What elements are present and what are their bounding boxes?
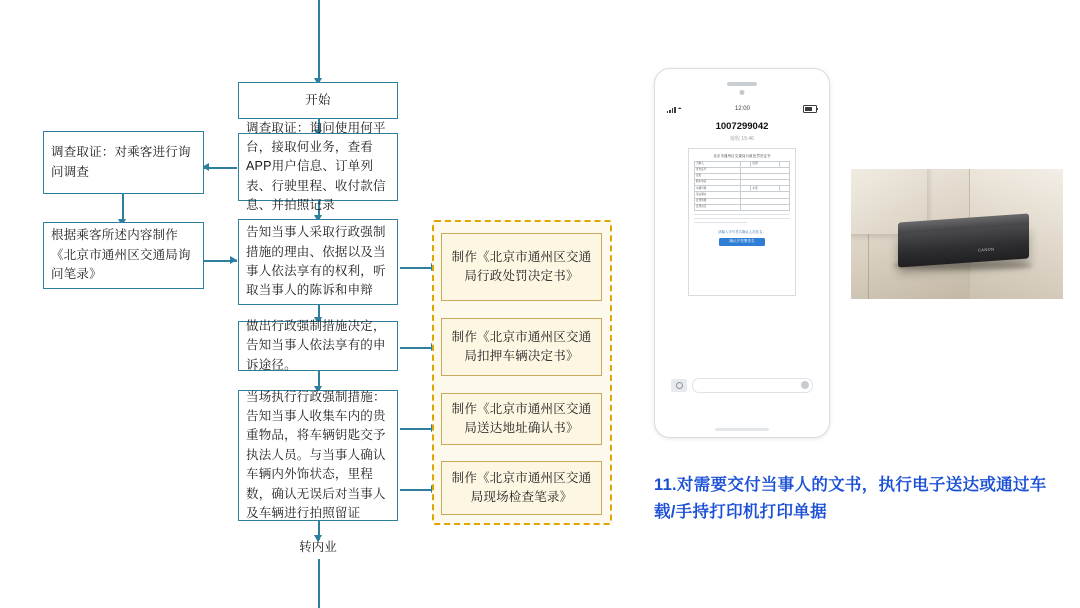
phone-mockup bbox=[654, 68, 830, 438]
cell: 违法事实 bbox=[695, 192, 741, 198]
doc-delivery-address[interactable] bbox=[441, 393, 602, 445]
doc-delivery-address-label: 制作《北京市通州区交通局送达地址确认书》 bbox=[451, 401, 592, 435]
printer-brand-label: CANON bbox=[978, 246, 995, 253]
node-inform-rights-label: 告知当事人采取行政强制措施的理由、依据以及当事人依法享有的权利，听取当事人的陈诉和申辩 bbox=[246, 225, 386, 298]
doc-onsite-inspection-label: 制作《北京市通州区交通局现场检查笔录》 bbox=[451, 470, 592, 504]
caption-text: 11.对需要交付当事人的文书，执行电子送达或通过车载/手持打印机打印单据 bbox=[654, 476, 1047, 522]
cell bbox=[741, 204, 790, 210]
doc-onsite-inspection[interactable] bbox=[441, 461, 602, 515]
node-start-label: 开始 bbox=[305, 92, 331, 107]
doc-vehicle-seizure-label: 制作《北京市通州区交通局扣押车辆决定书》 bbox=[451, 329, 592, 363]
node-passenger-record[interactable] bbox=[43, 222, 204, 289]
node-investigate-main-label: 调查取证：询问使用何平台，接取何业务，查看APP用户信息、订单列表、行驶里程、收付款信息、并拍照记录 bbox=[246, 120, 386, 213]
wifi-icon: ◓ bbox=[677, 105, 682, 113]
node-passenger-record-label: 根据乘客所述内容制作《北京市通州区交通局询问笔录》 bbox=[51, 228, 191, 282]
node-onsite-execution[interactable] bbox=[238, 390, 398, 521]
confirm-signature-button[interactable]: 确认并签署签名 bbox=[719, 238, 765, 246]
message-input[interactable] bbox=[692, 378, 813, 393]
node-transfer-internal-label: 转内业 bbox=[299, 540, 337, 554]
node-investigate-passenger-label: 调查取证：对乘客进行询问调查 bbox=[51, 145, 191, 179]
phone-status-bar bbox=[663, 103, 821, 115]
signal-bars-icon bbox=[667, 107, 676, 113]
phone-input-row bbox=[671, 377, 813, 393]
phone-speaker bbox=[727, 82, 757, 86]
cell: 性别 bbox=[751, 161, 779, 167]
node-onsite-execution-label: 当场执行行政强制措施：告知当事人收集车内的贵重物品，将车辆钥匙交予执法人员。与当事人确认车辆内外饰状态，里程数，确认无误后对当事人及车辆进行拍照留证 bbox=[246, 389, 386, 520]
node-investigate-passenger[interactable] bbox=[43, 131, 204, 194]
status-left bbox=[667, 106, 682, 113]
node-coercive-decision-label: 做出行政强制措施决定，告知当事人依法享有的申诉途径。 bbox=[246, 318, 386, 372]
table-row bbox=[695, 204, 790, 210]
line bbox=[694, 214, 790, 215]
cell: 身份证号 bbox=[695, 167, 741, 173]
document-preview-title: 北京市通州区交通局行政处罚决定书 bbox=[713, 154, 771, 158]
doc-vehicle-seizure[interactable] bbox=[441, 318, 602, 376]
phone-title: 1007299042 bbox=[715, 121, 769, 132]
document-preview-card[interactable] bbox=[688, 148, 796, 296]
vehicle-mounted-printer-photo bbox=[851, 169, 1063, 299]
doc-penalty-decision[interactable] bbox=[441, 233, 602, 301]
node-transfer-internal bbox=[268, 537, 368, 555]
camera-icon[interactable] bbox=[671, 379, 687, 392]
line bbox=[694, 222, 747, 223]
connector-transfer-out bbox=[318, 559, 320, 608]
node-start[interactable] bbox=[238, 82, 398, 119]
cell: 联系电话 bbox=[695, 180, 741, 186]
battery-icon bbox=[803, 105, 817, 113]
phone-front-camera-icon bbox=[740, 90, 745, 95]
cell: 当事人 bbox=[695, 161, 741, 167]
cell: 车辆号牌 bbox=[695, 186, 741, 192]
send-icon[interactable] bbox=[801, 381, 809, 389]
status-time: 12:00 bbox=[734, 106, 750, 112]
document-preview-lines bbox=[694, 214, 790, 223]
phone-screen bbox=[663, 103, 821, 403]
arrow-left-record-to-main bbox=[230, 256, 237, 264]
doc-penalty-decision-label: 制作《北京市通州区交通局行政处罚决定书》 bbox=[451, 249, 592, 283]
cell: 住址 bbox=[695, 173, 741, 179]
cell: 处罚决定 bbox=[695, 204, 741, 210]
camera-lens bbox=[676, 382, 683, 389]
node-investigate-main[interactable] bbox=[238, 120, 398, 213]
node-inform-rights[interactable] bbox=[238, 219, 398, 305]
connector-top-in bbox=[318, 0, 320, 80]
phone-home-bar bbox=[715, 428, 769, 431]
cell: 处罚依据 bbox=[695, 198, 741, 204]
cell: 车型 bbox=[751, 186, 779, 192]
node-coercive-decision[interactable] bbox=[238, 318, 398, 372]
line bbox=[694, 218, 790, 219]
phone-subtitle: 接收 15:46 bbox=[730, 136, 754, 142]
signature-note: 请输入手写签名确认人员姓名： bbox=[718, 229, 766, 234]
connector-left-investigate-to-record bbox=[122, 194, 124, 222]
document-preview-table bbox=[694, 161, 790, 212]
